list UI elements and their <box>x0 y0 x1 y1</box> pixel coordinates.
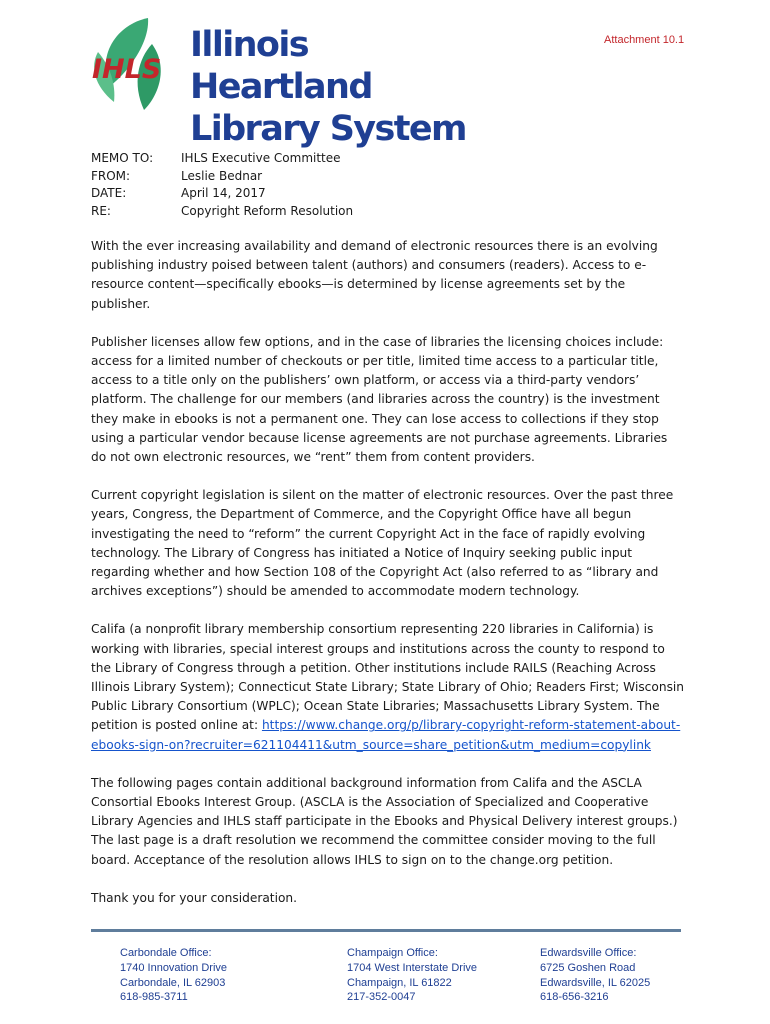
office-name: Carbondale Office: <box>120 947 212 959</box>
memo-row <box>91 150 353 168</box>
attachment-label: Attachment 10.1 <box>604 34 685 46</box>
memo-row <box>91 203 353 221</box>
office-name: Champaign Office: <box>347 947 438 959</box>
office-street: 1740 Innovation Drive <box>120 961 228 974</box>
office-champaign <box>347 946 477 1005</box>
paragraph: Publisher licenses allow few options, and in the case of libraries the licensing choices include: access for a limited number of checkouts or per title, limited time access to a particular title, access to a title only on the publishers’ own platform, or access via a third-party vendors’ platform. The challenge for our members (and libraries across the country) is the investment they make in ebooks is not a permanent one. They can lose access to collections if they stop using a particular vendor because license agreements are not purchase agreements. Libraries do not own electronic resources, we “rent” them from content providers. <box>91 334 668 465</box>
memo-value: April 14, 2017 <box>181 186 266 201</box>
office-street: 6725 Goshen Road <box>540 961 636 974</box>
footer-divider <box>91 929 681 932</box>
memo-value: IHLS Executive Committee <box>181 151 341 165</box>
memo-header <box>91 150 353 220</box>
office-street: 1704 West Interstate Drive <box>347 961 478 974</box>
office-phone: 618-985-3711 <box>120 991 188 1004</box>
paragraph: With the ever increasing availability and demand of electronic resources there is an evolving publishing industry poised between talent (authors) and consumers (readers). Access to e-resource content—specifically ebooks—is determined by license agreements set by the publisher. <box>91 239 658 311</box>
memo-body <box>91 237 686 927</box>
memo-value: Copyright Reform Resolution <box>181 203 354 218</box>
memo-value: Leslie Bednar <box>181 168 263 183</box>
logo-title-line2: Library System <box>190 109 466 149</box>
memo-label: FROM: <box>91 168 131 183</box>
memo-label: RE: <box>91 203 111 218</box>
office-phone: 217-352-0047 <box>347 991 416 1004</box>
office-city: Champaign, IL 61822 <box>347 976 452 989</box>
memo-row <box>91 185 353 203</box>
office-city: Edwardsville, IL 62025 <box>540 976 651 989</box>
logo-abbrev: IHLS <box>92 54 162 85</box>
office-name: Edwardsville Office: <box>540 947 637 959</box>
paragraph: Current copyright legislation is silent on the matter of electronic resources. Over the past three years, Congress, the Department of Commerce, and the Copyright Office have all begun investigating the need to “reform” the current Copyright Act in the face of rapidly evolving technology. The Library of Congress has initiated a Notice of Inquiry seeking public input regarding whether and how Section 108 of the Copyright Act (also referred to as “library and archives exceptions”) should be amended to accommodate modern technology. <box>91 488 674 599</box>
paragraph-with-link <box>91 620 686 754</box>
ihls-logo <box>88 14 478 149</box>
closing-line: Thank you for your consideration. <box>91 890 298 905</box>
logo-title-line1: Illinois Heartland <box>190 25 372 107</box>
office-edwardsville <box>540 946 650 1005</box>
memo-label: MEMO TO: <box>91 151 154 165</box>
leaf-logo-icon <box>88 14 183 114</box>
paragraph: The following pages contain additional background information from Califa and the ASCLA Consortial Ebooks Interest Group. (ASCLA is the Association of Specialized and Cooperative Library Agencies and IHLS staff participate in the Ebooks and Physical Delivery interest groups.) The last page is a draft resolution we recommend the committee consider moving to the full board. Acceptance of the resolution allows IHLS to sign on to the change.org petition. <box>91 775 678 867</box>
memo-label: DATE: <box>91 186 127 201</box>
office-city: Carbondale, IL 62903 <box>120 976 226 989</box>
memo-row <box>91 168 353 186</box>
office-carbondale <box>120 946 227 1005</box>
paragraph-text: Califa (a nonprofit library membership consortium representing 220 libraries in California) is working with libraries, special interest groups and institutions across the county to respond to the Library of Congress through a petition. Other institutions include RAILS (Reaching Across Illinois Library System); Connecticut State Library; State Library of Ohio; Readers First; Wisconsin Public Library Consortium (WPLC); Ocean State Libraries; Massachusetts Library System. The petition is posted online at: <box>91 622 685 733</box>
office-phone: 618-656-3216 <box>540 991 609 1004</box>
petition-link[interactable]: https://www.change.org/p/library-copyright-reform-statement-about-ebooks-sign-on?recruiter=621104411&utm_source=share_petition&utm_medium=copylink <box>91 718 681 752</box>
